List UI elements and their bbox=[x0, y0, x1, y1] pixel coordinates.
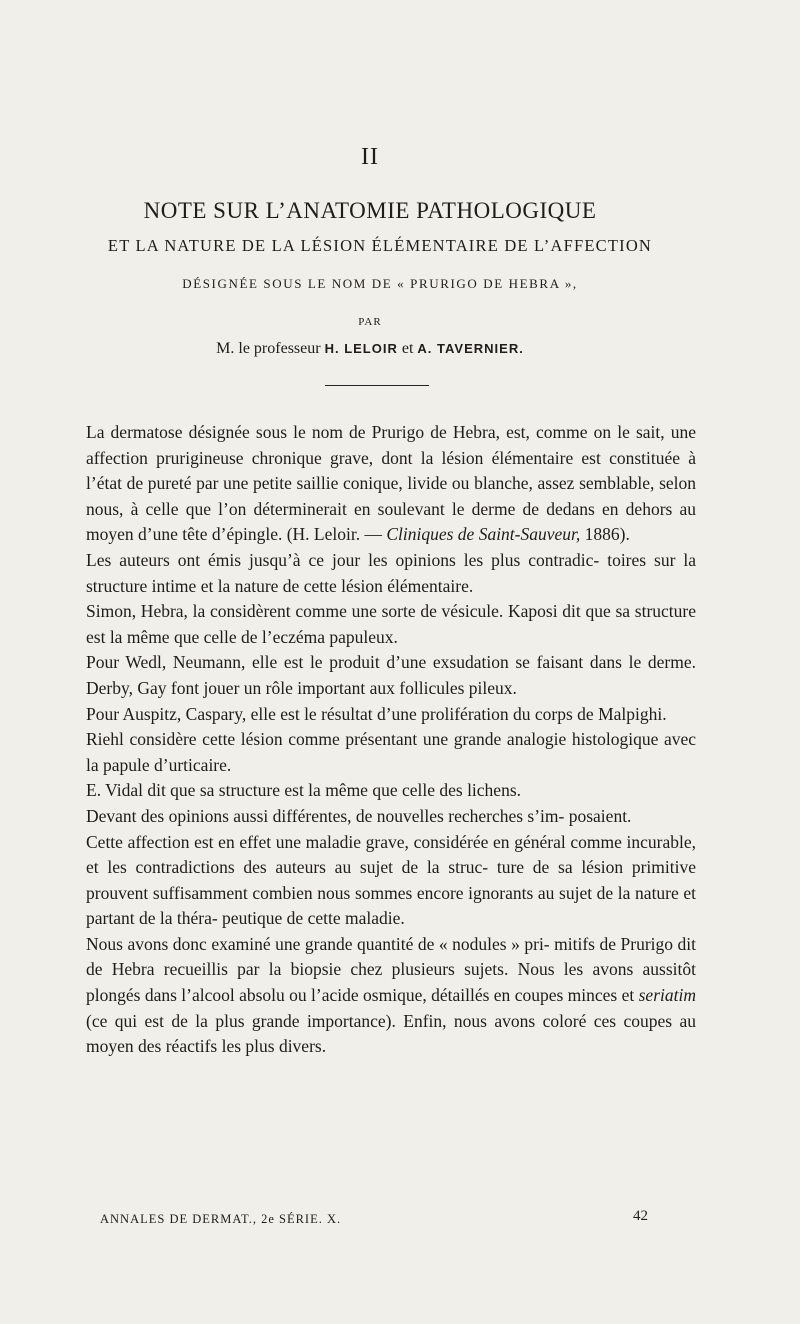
text-line: Pour Auspitz, Caspary, elle est le résultat d’une prolifération du corps bbox=[86, 703, 573, 724]
paragraph bbox=[86, 778, 696, 804]
author-2: A. TAVERNIER. bbox=[417, 341, 524, 356]
text-line: sujets. Nous les avons aussitôt plongés dans l’alcool absolu ou l’acide bbox=[86, 959, 696, 1006]
text-line: osmique, détaillés en coupes minces et bbox=[363, 985, 639, 1006]
article-subtitle: ET LA NATURE DE LA LÉSION ÉLÉMENTAIRE DE L’AFFECTION bbox=[107, 236, 653, 255]
text-line: réactifs les plus divers. bbox=[165, 1036, 327, 1057]
citation-title: Cliniques de Saint-Sauveur, bbox=[386, 524, 581, 545]
paragraph bbox=[86, 702, 696, 728]
paragraph bbox=[86, 804, 696, 830]
paragraph bbox=[86, 830, 696, 932]
text-line: Pour Wedl, Neumann, elle est le produit d’une exsudation se faisant bbox=[86, 652, 584, 673]
emphasis: seriatim bbox=[638, 985, 696, 1006]
text-line: comme incurable, et les contradictions des auteurs au sujet de la struc- bbox=[86, 831, 696, 878]
authors bbox=[0, 340, 740, 358]
text-line: ture de sa lésion primitive prouvent suffisamment combien nous bbox=[86, 857, 697, 903]
authors-prefix: M. le professeur bbox=[216, 340, 321, 357]
text-line: 1886). bbox=[580, 524, 630, 545]
text-line: on le sait, une affection prurigineuse chronique grave, dont la lésion bbox=[86, 422, 697, 468]
text-line: Simon, Hebra, la considèrent comme une sorte de vésicule. Kaposi bbox=[86, 601, 558, 622]
text-line: Les auteurs ont émis jusqu’à ce jour les opinions les plus contradic- bbox=[86, 549, 600, 570]
text-line: histologique avec la papule d’urticaire. bbox=[86, 729, 697, 775]
text-line: (ce qui est de la plus bbox=[86, 1010, 245, 1031]
journal-footer: ANNALES DE DERMAT., 2e SÉRIE. X. bbox=[100, 1212, 342, 1226]
text-line: toires sur la structure intime et la nature de cette lésion élémentaire. bbox=[86, 549, 697, 596]
text-line: La dermatose désignée sous le nom de Prurigo de Hebra, est, comme bbox=[86, 422, 588, 442]
text-line: de Malpighi. bbox=[577, 703, 667, 724]
text-line: E. Vidal dit que sa structure est la même que celle des lichens. bbox=[86, 780, 522, 801]
article-body bbox=[86, 420, 696, 1060]
section-number: II bbox=[361, 144, 379, 170]
text-line: peutique de cette maladie. bbox=[222, 908, 405, 929]
author-1: H. LELOIR bbox=[324, 341, 398, 356]
text-line: Nous avons donc examiné une grande quantité de « nodules » pri- bbox=[86, 933, 550, 954]
page-number: 42 bbox=[633, 1208, 648, 1224]
paragraph bbox=[86, 727, 696, 778]
text-line: mitifs de Prurigo dit de Hebra recueillis par la biopsie chez plusieurs bbox=[86, 933, 697, 980]
text-line: Riehl considère cette lésion comme présentant une grande analogie bbox=[86, 729, 567, 750]
paragraph bbox=[86, 650, 696, 701]
paragraph bbox=[86, 599, 696, 650]
text-line: élémentaire est constituée à l’état de pureté par une petite saillie bbox=[86, 447, 696, 494]
text-line: dans le derme. Derby, Gay font jouer un rôle important aux follicules bbox=[86, 652, 697, 698]
paragraph bbox=[86, 548, 696, 599]
text-line: Cette affection est en effet une maladie grave, considérée en général bbox=[86, 831, 566, 852]
paragraph bbox=[86, 420, 696, 548]
by-line: PAR bbox=[358, 316, 382, 328]
text-line: dit que sa structure est la même que celle de l’eczéma papuleux. bbox=[86, 601, 696, 647]
article-subtitle-2: DÉSIGNÉE SOUS LE NOM DE « PRURIGO DE HEBRA », bbox=[182, 276, 578, 291]
text-line: sommes encore ignorants au sujet de la nature et partant de la théra- bbox=[86, 882, 697, 929]
paragraph bbox=[86, 932, 696, 1060]
text-line: grande importance). Enfin, nous avons coloré ces coupes au moyen des bbox=[86, 1010, 697, 1057]
title-rule bbox=[325, 385, 429, 386]
text-line: conique, livide ou blanche, assez semblable, selon nous, à celle que l’on bbox=[86, 473, 697, 519]
text-line: pileux. bbox=[468, 677, 517, 698]
text-line: posaient. bbox=[568, 805, 632, 826]
text-line: d’une tête d’épingle. (H. Leloir. — bbox=[138, 524, 387, 545]
text-line: déterminerait en soulevant le derme de dedans en dehors au moyen bbox=[86, 498, 697, 545]
text-line: Devant des opinions aussi différentes, de nouvelles recherches s’im- bbox=[86, 805, 565, 826]
authors-and: et bbox=[401, 340, 414, 357]
article-title: NOTE SUR L’ANATOMIE PATHOLOGIQUE bbox=[143, 198, 597, 223]
